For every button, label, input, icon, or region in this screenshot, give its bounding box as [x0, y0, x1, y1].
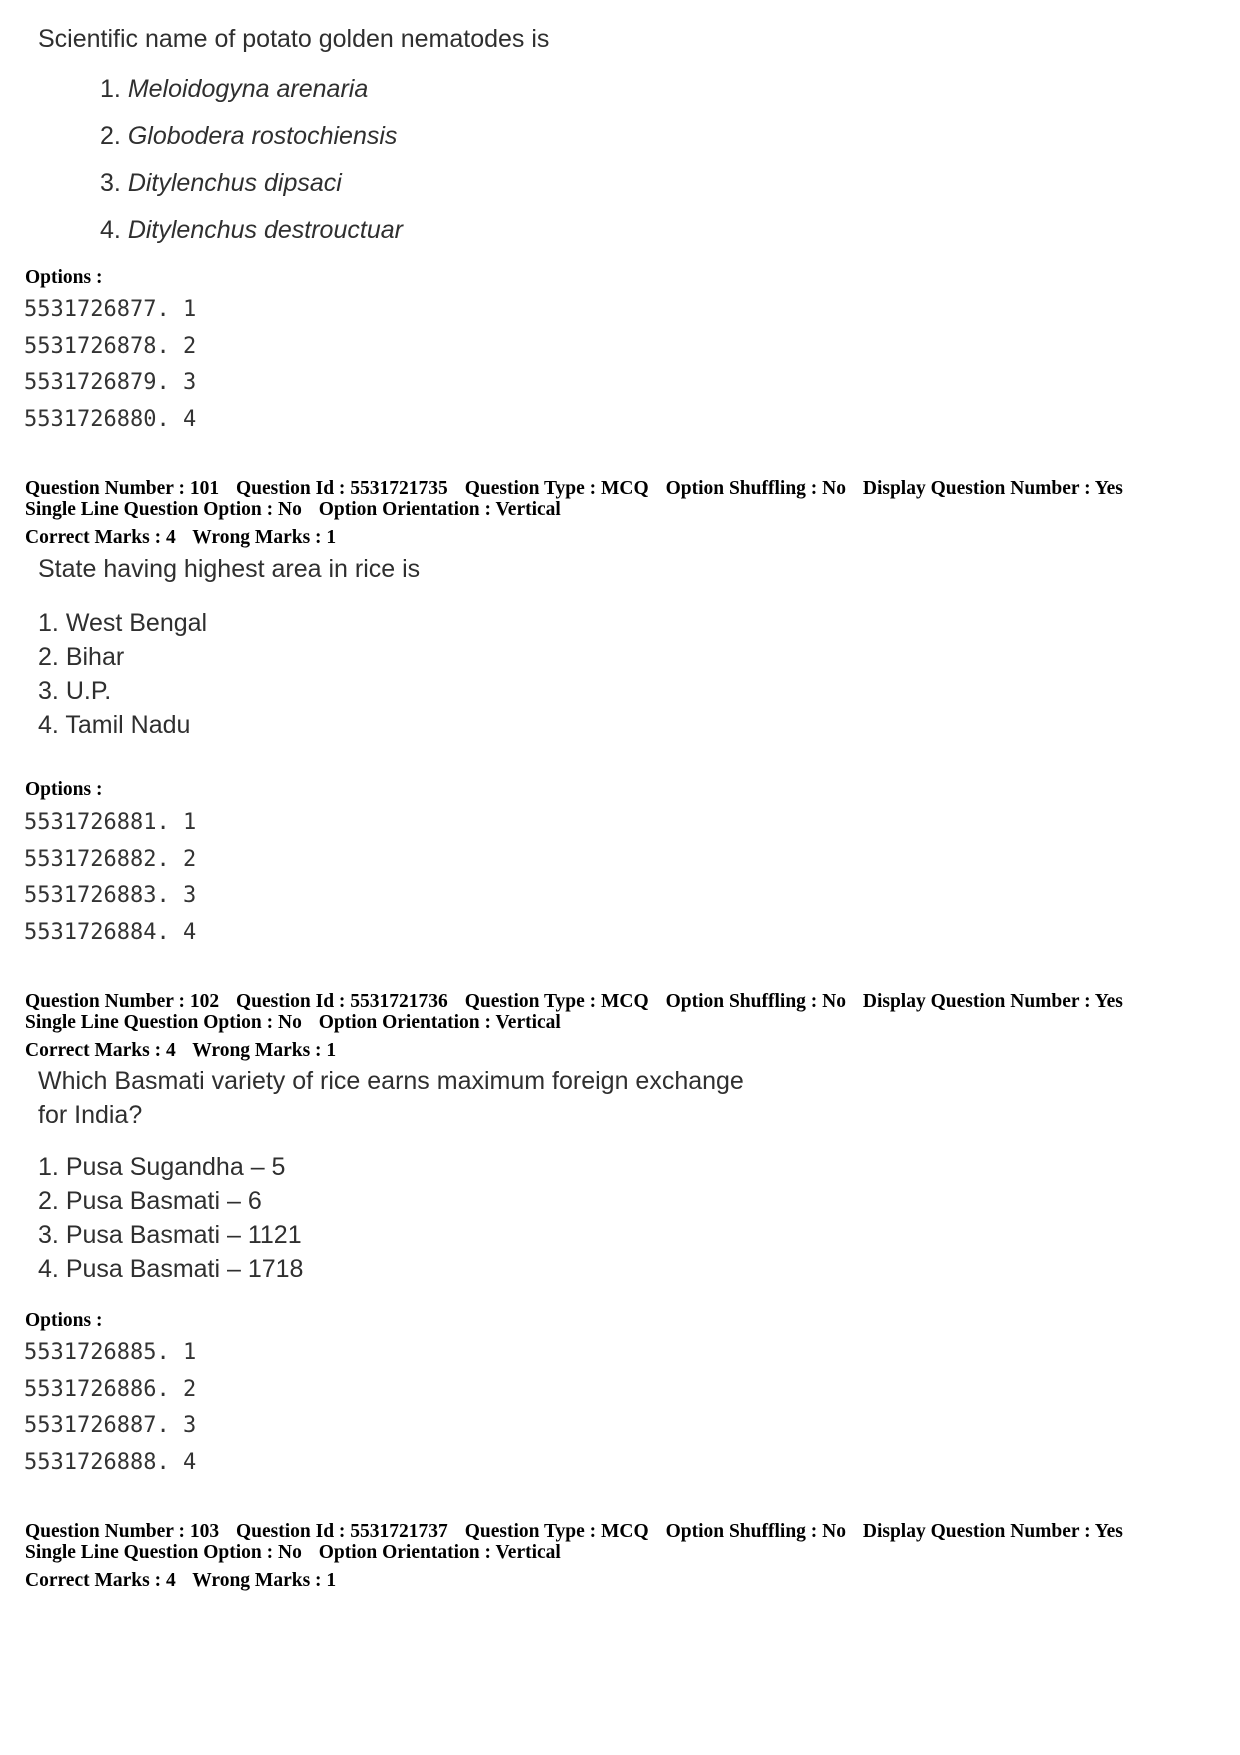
display-question-number: Display Question Number : Yes — [862, 1521, 1123, 1542]
options-list — [24, 292, 196, 438]
question-stem: State having highest area in rice is — [38, 555, 421, 583]
question-number: Question Number : 102 — [25, 991, 220, 1012]
option-item[interactable]: 5531726877. 1 — [24, 297, 197, 322]
wrong-marks: Wrong Marks : 1 — [192, 1570, 337, 1591]
option-item[interactable]: 5531726888. 4 — [24, 1449, 197, 1475]
option-orientation: Option Orientation : Vertical — [318, 1012, 561, 1033]
option-item[interactable]: 5531726887. 3 — [24, 1413, 197, 1438]
options-label: Options : — [25, 1310, 103, 1331]
question-choice-list — [100, 66, 549, 254]
question-meta-101 — [25, 478, 1135, 548]
option-orientation: Option Orientation : Vertical — [318, 499, 561, 520]
option-item[interactable]: 5531726883. 3 — [24, 883, 197, 908]
question-stem: Which Basmati variety of rice earns maximum foreign exchange — [38, 1067, 744, 1095]
question-stem: Scientific name of potato golden nematodes is — [38, 25, 550, 53]
options-list — [24, 805, 196, 951]
display-question-number: Display Question Number : Yes — [862, 991, 1123, 1012]
question-meta-102 — [25, 991, 1135, 1061]
question-image-101 — [38, 552, 420, 742]
question-image-100 — [38, 22, 549, 254]
question-choice: 1. Pusa Sugandha – 5 — [38, 1153, 286, 1181]
question-meta-103 — [25, 1521, 1135, 1591]
question-type: Question Type : MCQ — [464, 478, 649, 499]
option-shuffling: Option Shuffling : No — [665, 478, 846, 499]
question-choice: 2. Pusa Basmati – 6 — [38, 1187, 262, 1215]
options-label: Options : — [25, 267, 103, 288]
question-choice: 3. U.P. — [38, 677, 112, 705]
question-choice: 3. Ditylenchus dipsaci — [100, 169, 342, 197]
question-choice: 2. Globodera rostochiensis — [100, 122, 398, 150]
question-choice: 2. Bihar — [38, 643, 125, 671]
question-id: Question Id : 5531721735 — [235, 478, 448, 499]
question-number: Question Number : 101 — [25, 478, 220, 499]
option-item[interactable]: 5531726878. 2 — [24, 333, 197, 359]
option-item[interactable]: 5531726880. 4 — [24, 406, 197, 432]
option-item[interactable]: 5531726885. 1 — [24, 1340, 197, 1365]
question-stem-continued: for India? — [38, 1101, 143, 1129]
single-line-question-option: Single Line Question Option : No — [25, 1542, 302, 1563]
question-choice-list — [38, 1150, 744, 1286]
question-type: Question Type : MCQ — [464, 1521, 649, 1542]
option-item[interactable]: 5531726881. 1 — [24, 810, 197, 835]
option-item[interactable]: 5531726879. 3 — [24, 370, 197, 395]
single-line-question-option: Single Line Question Option : No — [25, 1012, 302, 1033]
option-item[interactable]: 5531726884. 4 — [24, 919, 197, 945]
question-id: Question Id : 5531721737 — [235, 1521, 448, 1542]
correct-marks: Correct Marks : 4 — [25, 1570, 176, 1591]
question-choice: 1. Meloidogyna arenaria — [100, 75, 369, 103]
correct-marks: Correct Marks : 4 — [25, 1040, 176, 1061]
option-shuffling: Option Shuffling : No — [665, 991, 846, 1012]
question-choice: 4. Tamil Nadu — [38, 711, 191, 739]
options-label: Options : — [25, 779, 103, 800]
single-line-question-option: Single Line Question Option : No — [25, 499, 302, 520]
option-item[interactable]: 5531726886. 2 — [24, 1376, 197, 1402]
option-shuffling: Option Shuffling : No — [665, 1521, 846, 1542]
option-item[interactable]: 5531726882. 2 — [24, 846, 197, 872]
question-choice: 4. Pusa Basmati – 1718 — [38, 1255, 304, 1283]
question-choice: 1. West Bengal — [38, 609, 208, 637]
question-type: Question Type : MCQ — [464, 991, 649, 1012]
option-orientation: Option Orientation : Vertical — [318, 1542, 561, 1563]
question-choice: 4. Ditylenchus destrouctuar — [100, 216, 403, 244]
question-id: Question Id : 5531721736 — [235, 991, 448, 1012]
question-choice-list — [38, 606, 420, 742]
display-question-number: Display Question Number : Yes — [862, 478, 1123, 499]
options-list — [24, 1335, 196, 1481]
wrong-marks: Wrong Marks : 1 — [192, 527, 337, 548]
wrong-marks: Wrong Marks : 1 — [192, 1040, 337, 1061]
question-image-102 — [38, 1064, 744, 1286]
correct-marks: Correct Marks : 4 — [25, 527, 176, 548]
question-choice: 3. Pusa Basmati – 1121 — [38, 1221, 302, 1249]
question-number: Question Number : 103 — [25, 1521, 220, 1542]
